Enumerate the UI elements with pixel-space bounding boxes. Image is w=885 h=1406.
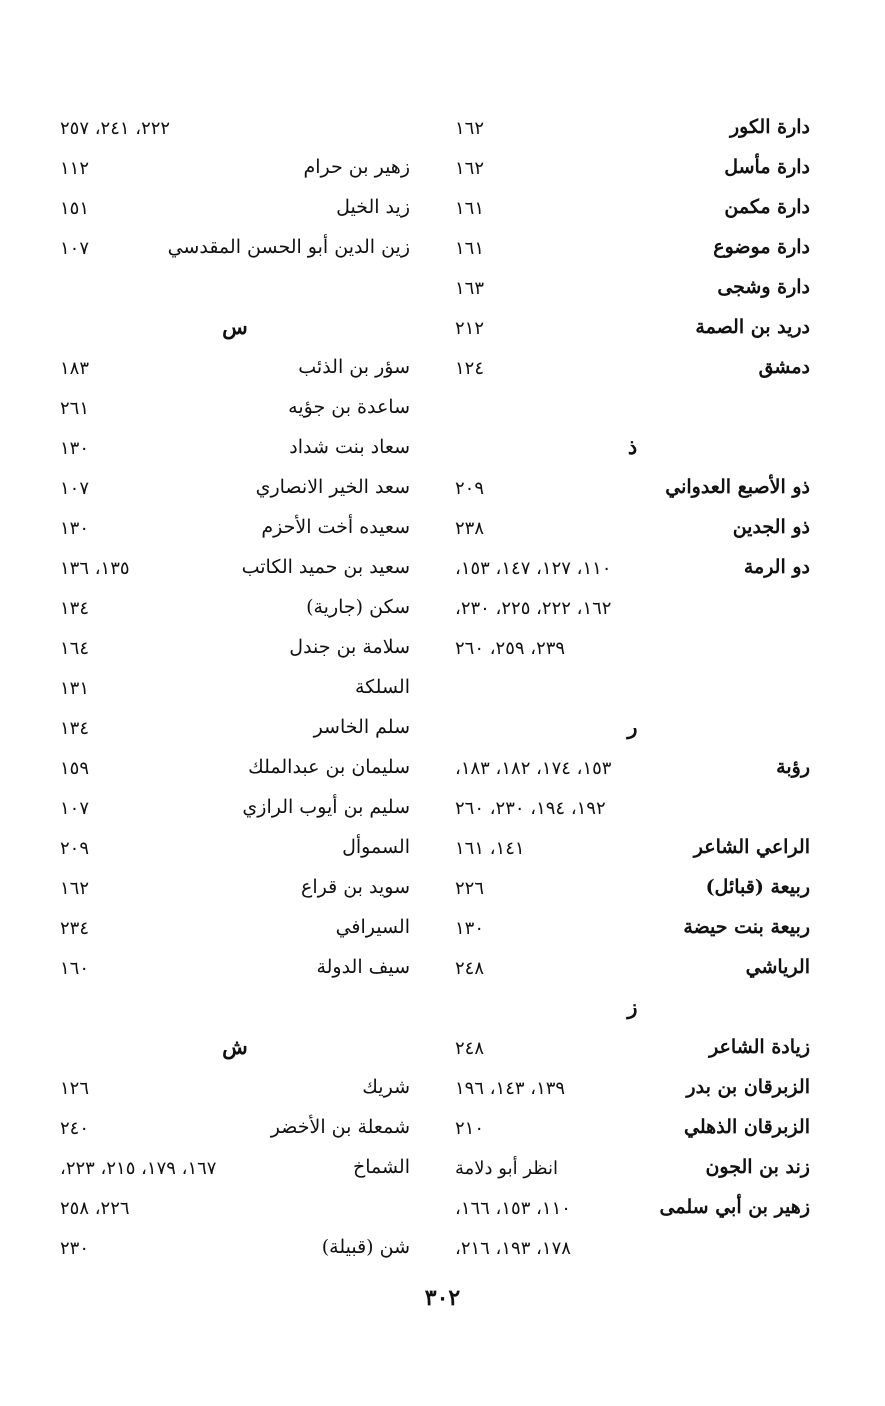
entry-page-numbers: ٢٢٦، ٢٥٨ xyxy=(60,1198,130,1219)
entry-page-numbers: ١٦٢، ٢٢٢، ٢٢٥، ٢٣٠، xyxy=(455,598,612,619)
entry-page-numbers: ١٦٢ xyxy=(60,878,90,899)
right-index-column xyxy=(455,112,810,1272)
entry-page-numbers: ١٢٦ xyxy=(60,1078,90,1099)
index-entry xyxy=(455,1032,810,1072)
section-letter-heading xyxy=(455,432,810,472)
index-entry xyxy=(455,152,810,192)
entry-page-numbers: ١٦٧، ١٧٩، ٢١٥، ٢٢٣، xyxy=(60,1158,217,1179)
entry-name: دارة مكمن xyxy=(724,196,810,218)
entry-name: الزبرقان بن بدر xyxy=(686,1076,810,1098)
index-entry-continuation xyxy=(455,1232,810,1272)
index-entry xyxy=(60,352,410,392)
entry-page-numbers: ٢٢٦ xyxy=(455,878,485,899)
index-entry xyxy=(60,472,410,512)
entry-page-numbers: انظر أبو دلامة xyxy=(455,1158,559,1179)
entry-page-numbers: ١١٠، ١٢٧، ١٤٧، ١٥٣، xyxy=(455,558,612,579)
entry-name: دارة الكور xyxy=(729,116,810,138)
entry-page-numbers: ٢٤٨ xyxy=(455,1038,485,1059)
entry-page-numbers: ١١٢ xyxy=(60,158,90,179)
entry-name: سيف الدولة xyxy=(316,956,410,978)
page-number: ٣٠٢ xyxy=(424,1285,461,1311)
entry-page-numbers: ٢٣٨ xyxy=(455,518,485,539)
index-entry xyxy=(455,112,810,152)
entry-name: دريد بن الصمة xyxy=(695,316,810,338)
entry-name: رؤبة xyxy=(776,756,810,778)
entry-name: زيادة الشاعر xyxy=(709,1036,810,1058)
index-entry-continuation xyxy=(60,112,410,152)
entry-name: دو الرمة xyxy=(743,556,810,578)
entry-name: سعد الخير الانصاري xyxy=(255,476,410,498)
entry-page-numbers: ١٣٤ xyxy=(60,598,90,619)
entry-page-numbers: ١٠٧ xyxy=(60,798,90,819)
entry-page-numbers: ١٦٢ xyxy=(455,158,485,179)
entry-name: سليم بن أيوب الرازي xyxy=(242,796,410,818)
entry-name: زند بن الجون xyxy=(705,1156,810,1178)
entry-page-numbers: ١٥٩ xyxy=(60,758,90,779)
section-letter: ز xyxy=(627,994,638,1019)
entry-name: ربيعة (قبائل) xyxy=(705,876,810,898)
index-entry xyxy=(60,1112,410,1152)
entry-page-numbers: ١١٠، ١٥٣، ١٦٦، xyxy=(455,1198,571,1219)
index-entry xyxy=(60,592,410,632)
index-entry xyxy=(455,1072,810,1112)
entry-name: سؤر بن الذئب xyxy=(298,356,410,378)
entry-page-numbers: ١٣٥، ١٣٦ xyxy=(60,558,130,579)
entry-name: شن (قبيلة) xyxy=(321,1236,410,1258)
entry-name: شمعلة بن الأخضر xyxy=(270,1116,410,1138)
index-entry xyxy=(60,712,410,752)
entry-name: دارة وشجى xyxy=(717,276,810,298)
entry-name: شريك xyxy=(362,1076,410,1098)
entry-name: السلكة xyxy=(355,676,410,698)
index-entry xyxy=(455,312,810,352)
index-entry xyxy=(60,432,410,472)
index-entry xyxy=(60,1072,410,1112)
index-entry-continuation xyxy=(455,792,810,832)
entry-name: زهير بن أبي سلمى xyxy=(659,1196,810,1218)
index-entry xyxy=(455,1152,810,1192)
entry-page-numbers: ١٢٤ xyxy=(455,358,485,379)
index-entry xyxy=(455,232,810,272)
entry-page-numbers: ٢٤٠ xyxy=(60,1118,90,1139)
index-entry xyxy=(60,1232,410,1272)
entry-name: سعيد بن حميد الكاتب xyxy=(241,556,410,578)
entry-page-numbers: ٢٦١ xyxy=(60,398,90,419)
index-entry xyxy=(455,952,810,992)
entry-name: سلامة بن جندل xyxy=(289,636,410,658)
index-entry xyxy=(455,912,810,952)
index-entry xyxy=(455,1192,810,1232)
index-entry xyxy=(60,632,410,672)
section-letter-heading xyxy=(455,712,810,752)
index-entry xyxy=(60,752,410,792)
index-entry-continuation xyxy=(60,1192,410,1232)
index-entry xyxy=(455,752,810,792)
index-entry xyxy=(60,792,410,832)
index-entry xyxy=(455,552,810,592)
entry-name: زين الدين أبو الحسن المقدسي xyxy=(167,236,410,258)
entry-page-numbers: ٢٢٢، ٢٤١، ٢٥٧ xyxy=(60,118,171,139)
index-entry xyxy=(60,1152,410,1192)
entry-page-numbers: ١٦٢ xyxy=(455,118,485,139)
index-entry xyxy=(60,512,410,552)
entry-page-numbers: ١٠٧ xyxy=(60,478,90,499)
entry-page-numbers: ١٥٣، ١٧٤، ١٨٢، ١٨٣، xyxy=(455,758,612,779)
entry-name: دارة موضوع xyxy=(713,236,810,258)
entry-page-numbers: ١٦١ xyxy=(455,198,485,219)
index-entry xyxy=(455,1112,810,1152)
spacer xyxy=(455,672,810,712)
entry-page-numbers: ١٣٩، ١٤٣، ١٩٦ xyxy=(455,1078,566,1099)
entry-page-numbers: ١٦٠ xyxy=(60,958,90,979)
index-entry xyxy=(60,192,410,232)
index-entry xyxy=(455,472,810,512)
entry-page-numbers: ١٥١ xyxy=(60,198,90,219)
entry-page-numbers: ١٠٧ xyxy=(60,238,90,259)
index-entry xyxy=(455,272,810,312)
entry-page-numbers: ١٣٤ xyxy=(60,718,90,739)
entry-page-numbers: ١٣٠ xyxy=(60,518,90,539)
entry-name: ربيعة بنت حيضة xyxy=(683,916,810,938)
index-entry xyxy=(60,912,410,952)
entry-page-numbers: ١٣٠ xyxy=(60,438,90,459)
index-entry-continuation xyxy=(455,592,810,632)
entry-name: الراعي الشاعر xyxy=(693,836,810,858)
entry-name: سكن (جارية) xyxy=(306,596,410,618)
index-entry-continuation xyxy=(455,632,810,672)
entry-name: ساعدة بن جؤيه xyxy=(288,396,410,418)
index-entry xyxy=(60,152,410,192)
entry-name: الشماخ xyxy=(352,1156,410,1178)
spacer xyxy=(60,272,410,312)
entry-page-numbers: ١٦٣ xyxy=(455,278,485,299)
entry-name: زيد الخيل xyxy=(336,196,410,218)
index-entry xyxy=(60,392,410,432)
entry-page-numbers: ٢٣٤ xyxy=(60,918,90,939)
entry-name: الرياشي xyxy=(745,956,810,978)
index-entry xyxy=(60,832,410,872)
entry-page-numbers: ١٦١ xyxy=(455,238,485,259)
index-entry xyxy=(455,352,810,392)
entry-name: ذو الأصبع العدواني xyxy=(665,476,810,498)
index-entry xyxy=(60,672,410,712)
index-entry xyxy=(60,552,410,592)
entry-name: سليمان بن عبدالملك xyxy=(248,756,410,778)
entry-name: زهير بن حرام xyxy=(303,156,410,178)
section-letter: ذ xyxy=(627,434,638,459)
entry-page-numbers: ٢١٠ xyxy=(455,1118,485,1139)
entry-page-numbers: ١٤١، ١٦١ xyxy=(455,838,525,859)
entry-page-numbers: ١٣١ xyxy=(60,678,90,699)
section-letter: ش xyxy=(222,1034,248,1059)
entry-page-numbers: ٢٠٩ xyxy=(60,838,90,859)
entry-name: سلم الخاسر xyxy=(313,716,410,738)
index-entry xyxy=(60,232,410,272)
spacer xyxy=(60,992,410,1032)
index-entry xyxy=(455,832,810,872)
entry-page-numbers: ١٣٠ xyxy=(455,918,485,939)
spacer xyxy=(455,392,810,432)
entry-page-numbers: ١٩٢، ١٩٤، ٢٣٠، ٢٦٠ xyxy=(455,798,606,819)
index-entry xyxy=(455,872,810,912)
entry-page-numbers: ٢٣٠ xyxy=(60,1238,90,1259)
entry-page-numbers: ١٦٤ xyxy=(60,638,90,659)
entry-name: سعاد بنت شداد xyxy=(289,436,410,458)
index-entry xyxy=(60,952,410,992)
entry-page-numbers: ١٨٣ xyxy=(60,358,90,379)
section-letter-heading xyxy=(455,992,810,1032)
section-letter: س xyxy=(222,314,248,339)
entry-name: سويد بن قراع xyxy=(300,876,410,898)
index-entry xyxy=(455,192,810,232)
entry-page-numbers: ٢٣٩، ٢٥٩، ٢٦٠ xyxy=(455,638,566,659)
section-letter: ر xyxy=(627,714,638,739)
entry-name: دمشق xyxy=(758,356,810,378)
left-index-column xyxy=(60,112,410,1272)
entry-name: سعيده أخت الأحزم xyxy=(261,516,410,538)
entry-name: ذو الجدين xyxy=(732,516,810,538)
entry-page-numbers: ١٧٨، ١٩٣، ٢١٦، xyxy=(455,1238,571,1259)
entry-page-numbers: ٢١٢ xyxy=(455,318,485,339)
section-letter-heading xyxy=(60,1032,410,1072)
entry-name: السيرافي xyxy=(335,916,410,938)
index-entry xyxy=(455,512,810,552)
entry-name: السموأل xyxy=(342,836,410,858)
entry-page-numbers: ٢٠٩ xyxy=(455,478,485,499)
section-letter-heading xyxy=(60,312,410,352)
entry-name: الزبرقان الذهلي xyxy=(684,1116,810,1138)
entry-name: دارة مأسل xyxy=(724,156,810,178)
entry-page-numbers: ٢٤٨ xyxy=(455,958,485,979)
index-entry xyxy=(60,872,410,912)
